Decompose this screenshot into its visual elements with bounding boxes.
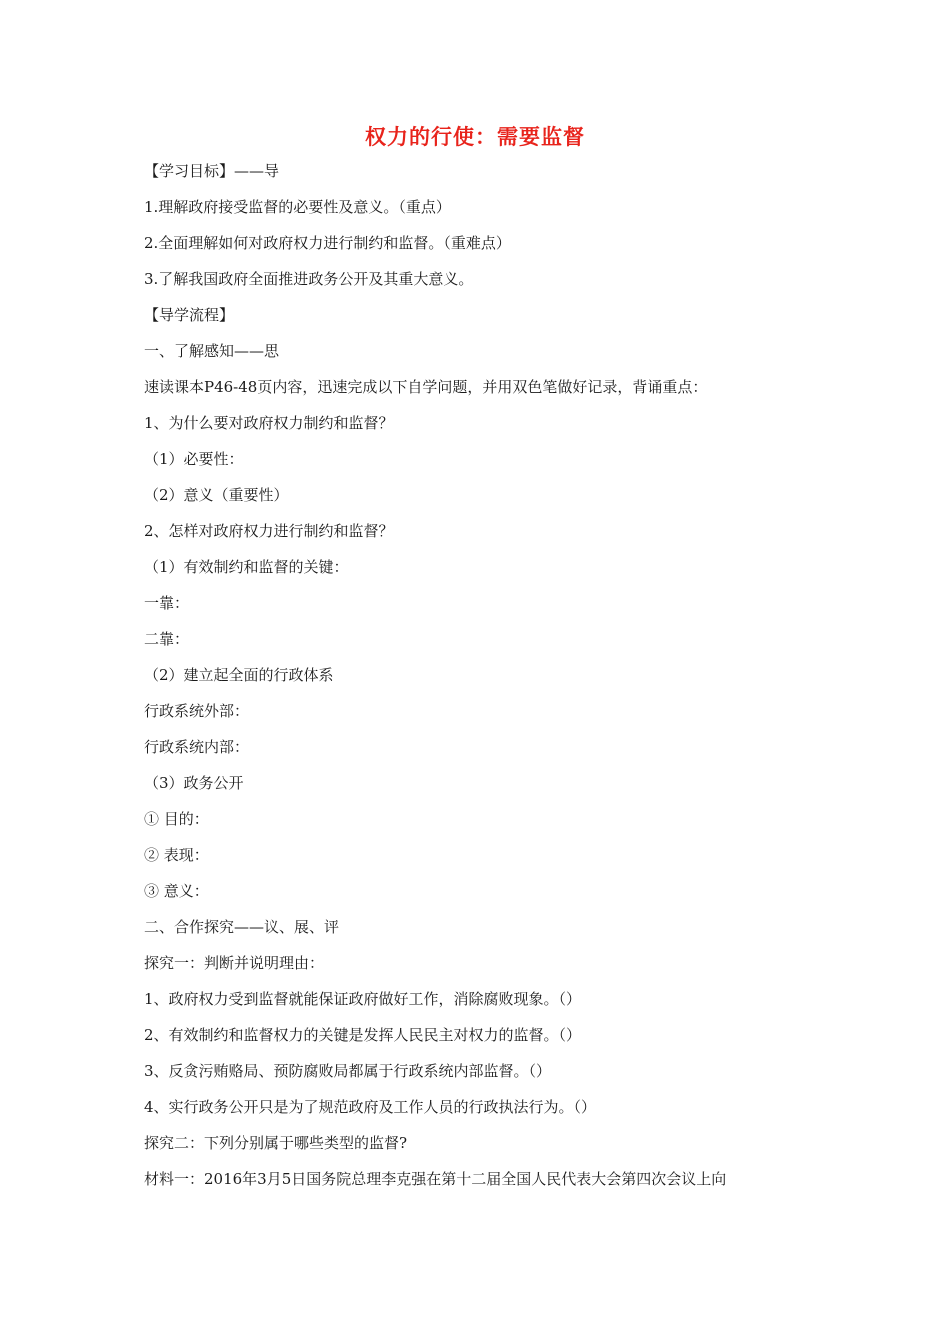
exercise-heading: 探究二：下列分别属于哪些类型的监督?: [144, 1134, 408, 1152]
goal-item: 1.理解政府接受监督的必要性及意义。（重点）: [144, 198, 451, 216]
answer-prompt: 行政系统内部：: [144, 738, 250, 756]
section-heading-process: 【导学流程】: [144, 306, 235, 324]
answer-prompt: 一靠：: [144, 594, 190, 612]
answer-prompt: （1）必要性：: [144, 450, 244, 468]
subsection-heading: 一、了解感知——思: [144, 342, 280, 360]
answer-prompt: 二靠：: [144, 630, 190, 648]
goal-item: 3.了解我国政府全面推进政务公开及其重大意义。: [144, 270, 474, 288]
answer-prompt: ① 目的：: [144, 810, 209, 828]
answer-prompt: ② 表现：: [144, 846, 209, 864]
material-text: 材料一：2016年3月5日国务院总理李克强在第十二届全国人民代表大会第四次会议上向: [144, 1170, 727, 1188]
answer-prompt: （2）意义（重要性）: [144, 486, 289, 504]
section-heading-learning-goals: 【学习目标】——导: [144, 162, 280, 180]
judgment-item: 4、实行政务公开只是为了规范政府及工作人员的行政执法行为。（）: [144, 1098, 597, 1116]
document-body: [144, 159, 824, 1203]
question-text: 1、为什么要对政府权力制约和监督？: [144, 414, 394, 432]
judgment-item: 3、反贪污贿赂局、预防腐败局都属于行政系统内部监督。（）: [144, 1062, 552, 1080]
answer-prompt: （3）政务公开: [144, 774, 244, 792]
subsection-heading: 二、合作探究——议、展、评: [144, 918, 340, 936]
judgment-item: 2、有效制约和监督权力的关键是发挥人民民主对权力的监督。（）: [144, 1026, 582, 1044]
judgment-item: 1、政府权力受到监督就能保证政府做好工作，消除腐败现象。（）: [144, 990, 582, 1008]
document-title: 权力的行使：需要监督: [365, 124, 585, 149]
exercise-heading: 探究一：判断并说明理由：: [144, 954, 325, 972]
answer-prompt: （2）建立起全面的行政体系: [144, 666, 334, 684]
answer-prompt: 行政系统外部：: [144, 702, 250, 720]
instruction-text: 速读课本P46-48页内容，迅速完成以下自学问题，并用双色笔做好记录，背诵重点：: [144, 378, 708, 396]
question-text: 2、怎样对政府权力进行制约和监督？: [144, 522, 394, 540]
answer-prompt: ③ 意义：: [144, 882, 209, 900]
goal-item: 2.全面理解如何对政府权力进行制约和监督。（重难点）: [144, 234, 511, 252]
answer-prompt: （1）有效制约和监督的关键：: [144, 558, 349, 576]
